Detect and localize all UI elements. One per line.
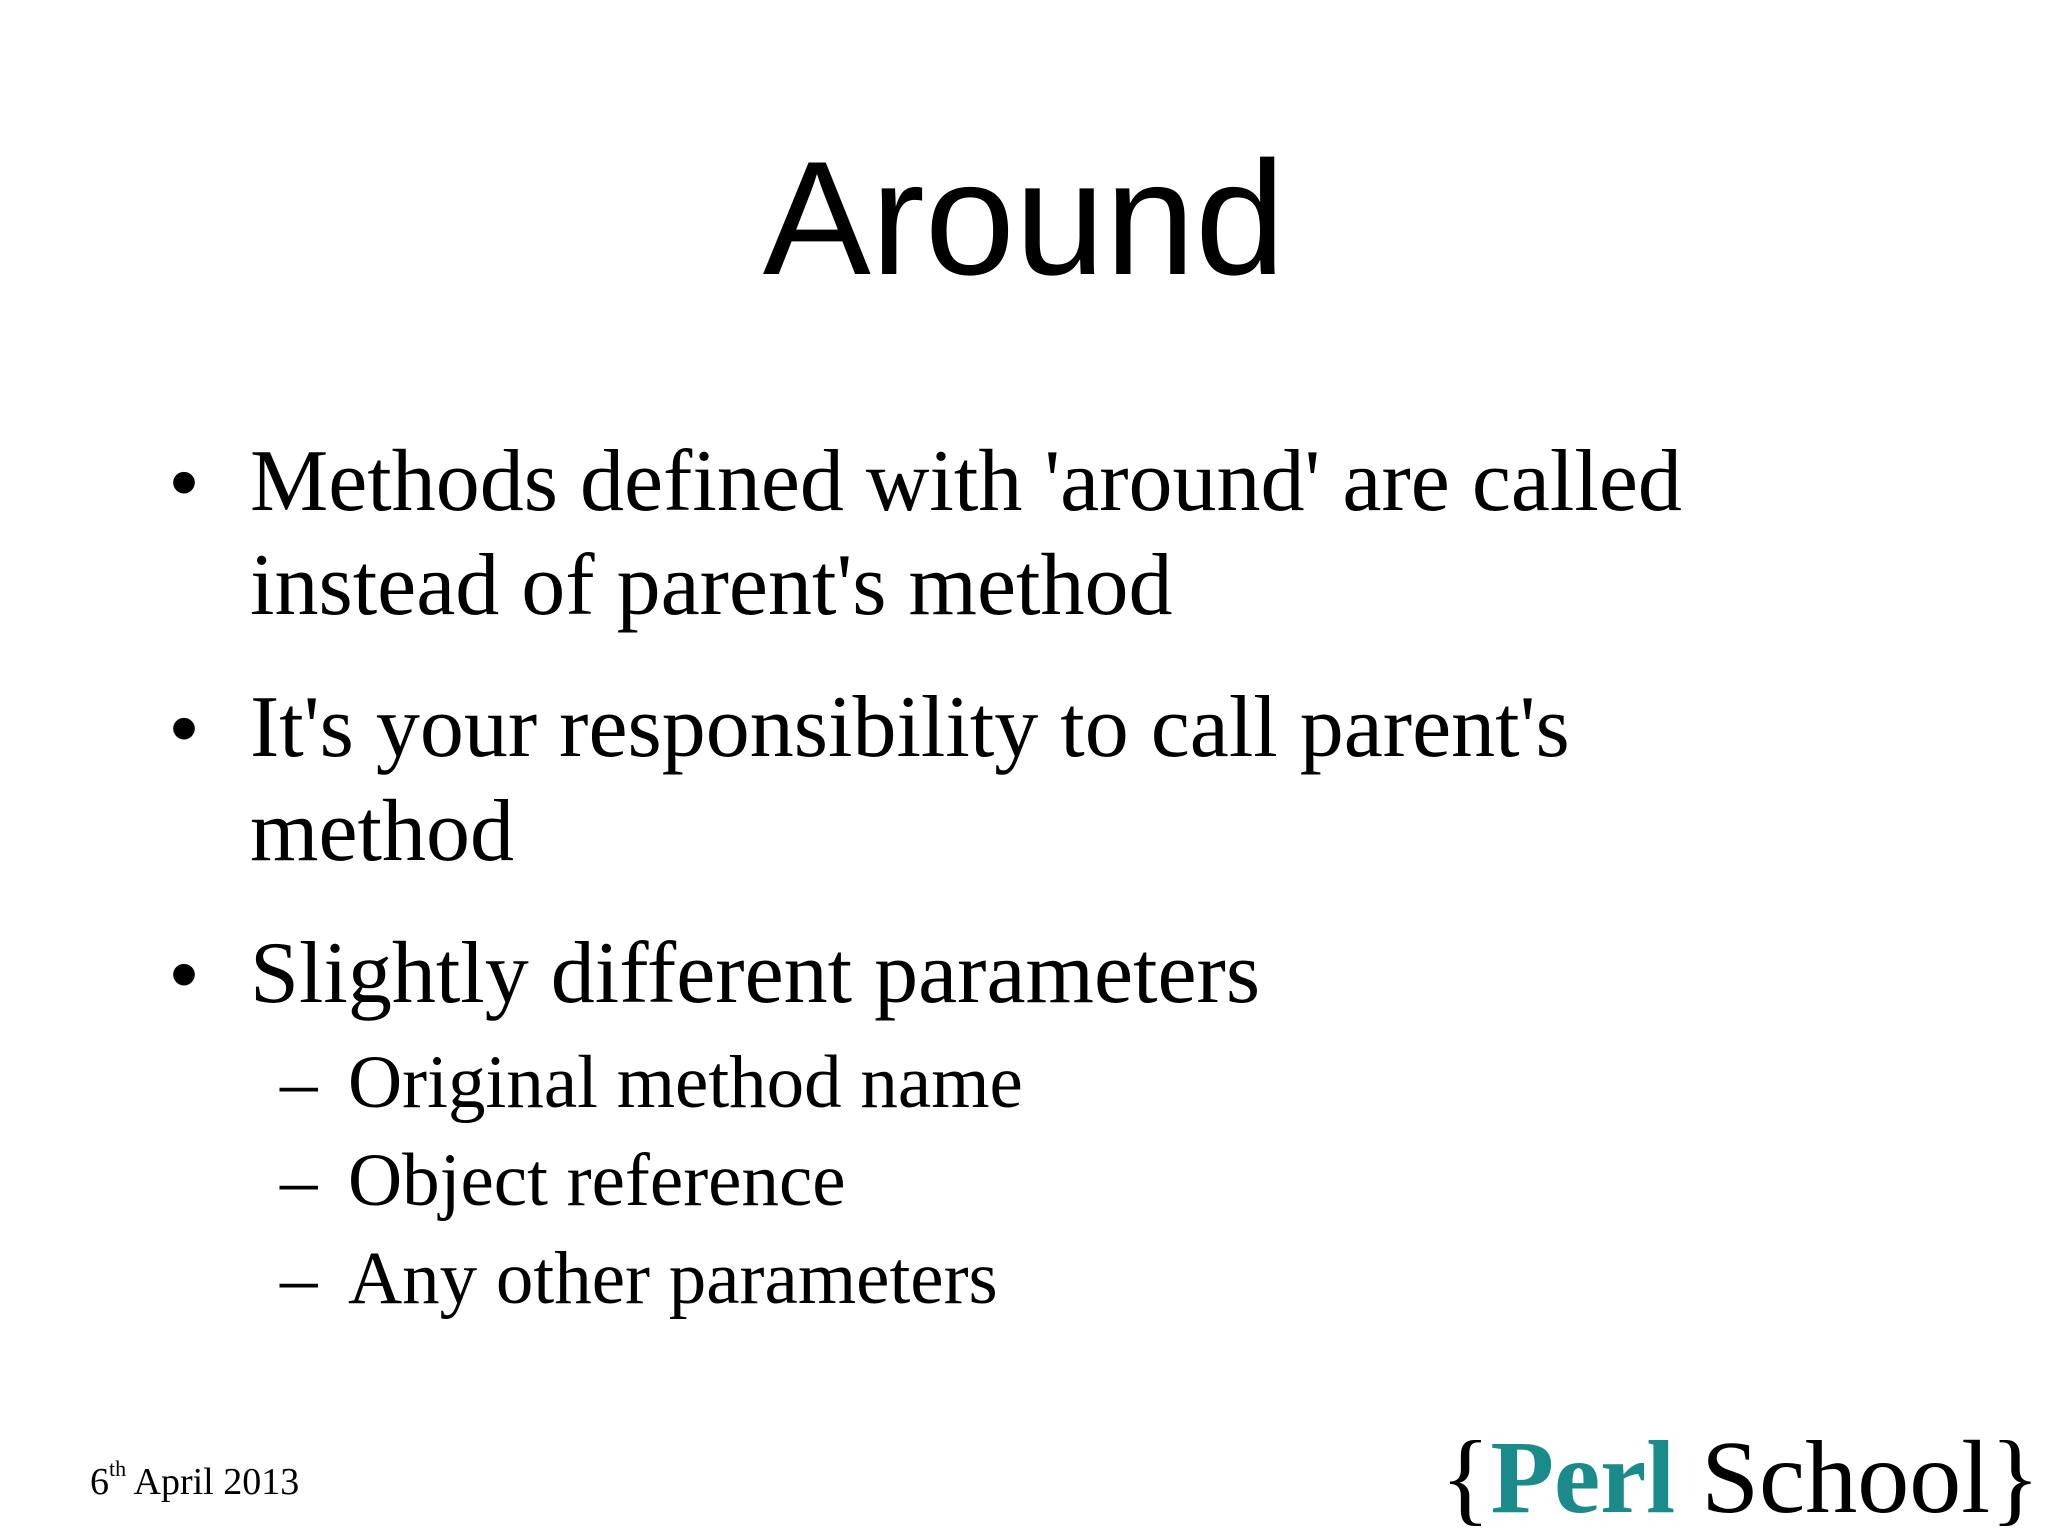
bullet-text-line: instead of parent's method: [250, 537, 1173, 634]
sub-bullet-item: [170, 1230, 1890, 1328]
sub-bullet-text: Original method name: [348, 1041, 1023, 1124]
sub-bullet-marker: –: [280, 1237, 318, 1320]
date-suffix: th: [109, 1456, 127, 1481]
logo-open-brace: {: [1440, 1420, 1491, 1535]
bullet-marker: •: [170, 929, 199, 1018]
bullet-text-line: Slightly different parameters: [250, 925, 1261, 1022]
bullet-text-line: method: [250, 783, 514, 880]
bullet-item: [170, 922, 1890, 1026]
sub-bullet-marker: –: [280, 1139, 318, 1222]
sub-bullet-text: Object reference: [348, 1139, 846, 1222]
logo-perl-text: Perl: [1490, 1420, 1676, 1535]
footer-date: [90, 1456, 300, 1504]
sub-bullet-item: [170, 1132, 1890, 1230]
sub-bullet-list: [170, 1034, 1890, 1328]
bullet-marker: •: [170, 683, 199, 772]
slide-title: Around: [762, 128, 1286, 309]
sub-bullet-item: [170, 1034, 1890, 1132]
sub-bullet-marker: –: [280, 1041, 318, 1124]
sub-bullet-text: Any other parameters: [348, 1237, 998, 1320]
bullet-item: [170, 676, 1890, 884]
logo-school-text: School}: [1675, 1420, 2040, 1535]
bullet-text-line: It's your responsibility to call parent's: [250, 679, 1570, 776]
perl-school-logo: [1441, 1418, 2040, 1538]
date-rest: April 2013: [126, 1461, 300, 1503]
bullet-text-line: Methods defined with 'around' are called: [250, 433, 1682, 530]
bullet-marker: •: [170, 437, 199, 526]
bullet-item: [170, 430, 1890, 638]
bullet-list: [170, 430, 1890, 1328]
date-day: 6: [90, 1461, 109, 1503]
